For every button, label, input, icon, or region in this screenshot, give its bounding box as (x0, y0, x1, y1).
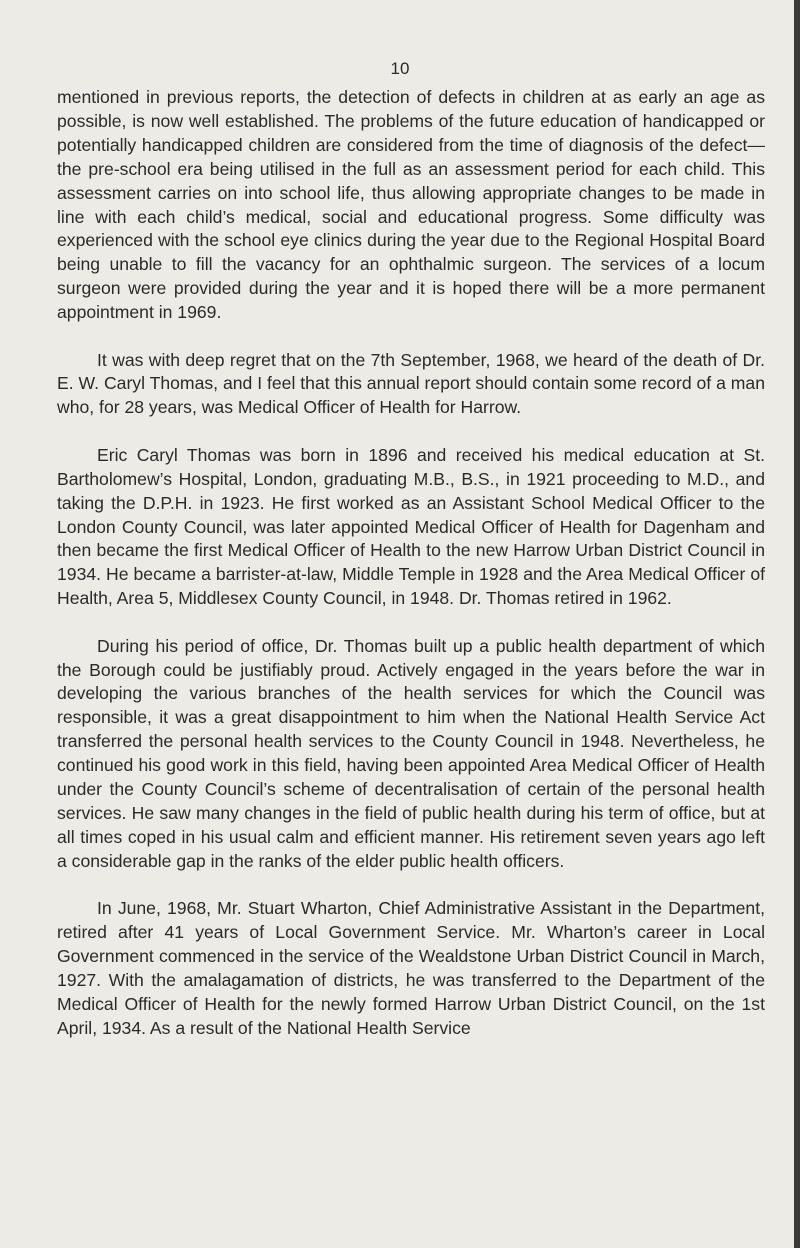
paragraph-caryl-thomas-career: Eric Caryl Thomas was born in 1896 and received his medical education at St. Bartholomew’s Hospital, London, graduating M.B., B.S., in 1921 proceeding to M.D., and taking the D.P.H. in 1923. He first worked as an Assistant School Medical Officer to the London County Council, was later appointed Medical Officer of Health for Dagenham and then became the first Medical Officer of Health to the new Harrow Urban District Council in 1934. He became a barrister-at-law, Middle Temple in 1928 and the Area Medical Officer of Health, Area 5, Middlesex County Council, in 1948. Dr. Thomas retired in 1962. (57, 444, 765, 609)
paragraph-caryl-thomas-office: During his period of office, Dr. Thomas built up a public health department of which the Borough could be justifiably proud. Actively engaged in the years before the war in developing the various branches of the health services for which the Council was responsible, it was a great disappointment to him when the National Health Service Act transferred the personal health services to the County Council in 1948. Nevertheless, he continued his good work in this field, having been appointed Area Medical Officer of Health under the County Council’s scheme of decentralisation of certain of the personal health services. He saw many changes in the field of public health during his term of office, but at all times coped in his usual calm and efficient manner. His retirement seven years ago left a considerable gap in the ranks of the elder public health officers. (57, 635, 765, 871)
paragraph-caryl-thomas-death: It was with deep regret that on the 7th September, 1968, we heard of the death of Dr. E. W. Caryl Thomas, and I feel that this annual report should contain some record of a man who, for 28 years, was Medical Officer of Health for Harrow. (57, 349, 765, 418)
paragraph-stuart-wharton: In June, 1968, Mr. Stuart Wharton, Chief Administrative Assistant in the Department, retired after 41 years of Local Government Service. Mr. Wharton’s career in Local Government commenced in the service of the Wealdstone Urban District Council in March, 1927. With the amalagamation of districts, he was transferred to the Department of the Medical Officer of Health for the newly formed Harrow Urban District Council, on the 1st April, 1934. As a result of the National Health Service (57, 898, 765, 1038)
body-text (57, 86, 765, 1041)
page-edge-shadow (794, 0, 800, 1248)
paragraph-continuation: mentioned in previous reports, the detection of defects in children at as early an age as possible, is now well established. The problems of the future education of handicapped or potentially handicapped children are considered from the time of diagnosis of the defect—the pre-school era being utilised in the full as an assessment period for each child. This assessment carries on into school life, thus allowing appropriate changes to be made in line with each child’s medical, social and educational progress. Some difficulty was experienced with the school eye clinics during the year due to the Regional Hospital Board being unable to fill the vacancy for an ophthalmic surgeon. The services of a locum surgeon were provided during the year and it is hoped there will be a more permanent appointment in 1969. (57, 87, 765, 323)
page-number: 10 (390, 59, 410, 78)
